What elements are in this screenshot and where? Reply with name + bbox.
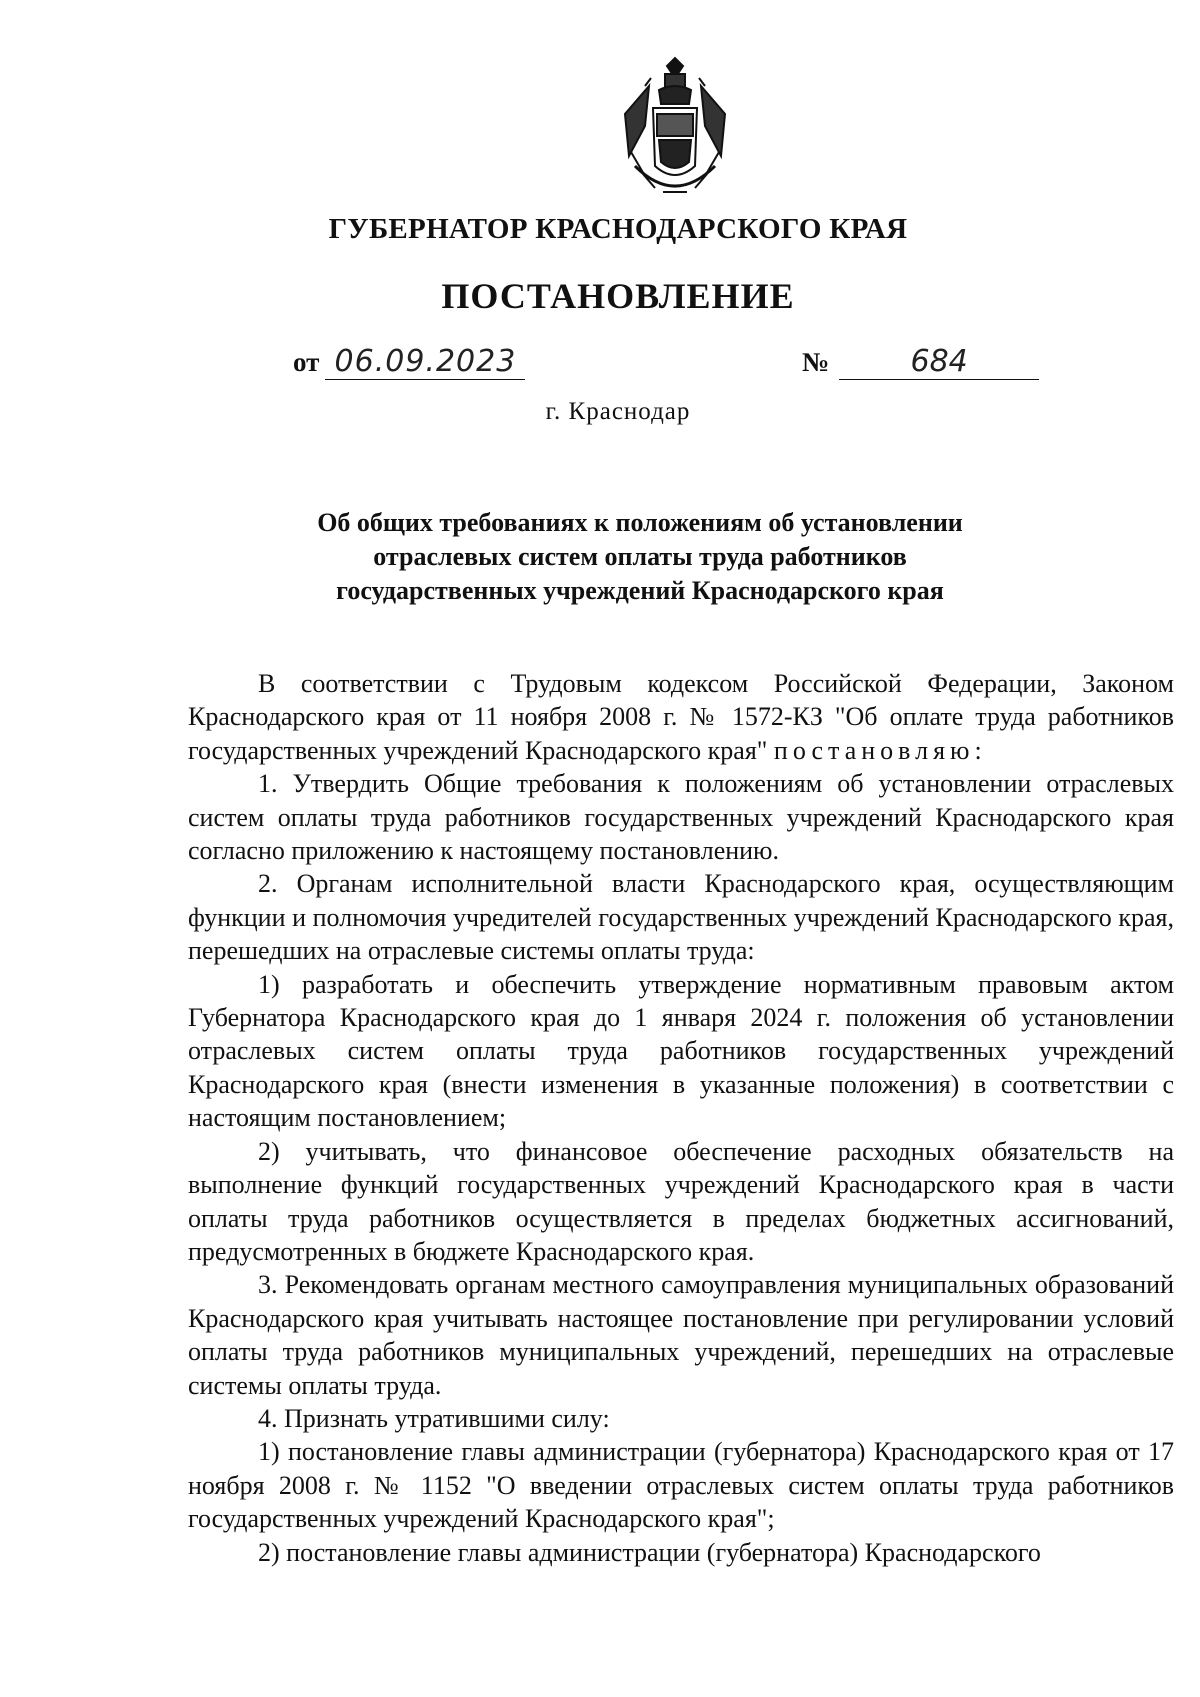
date-row: [293, 345, 525, 380]
number-prefix: №: [802, 347, 830, 377]
subject-line: Об общих требованиях к положениям об установлении: [317, 508, 963, 537]
subject-line: государственных учреждений Краснодарского края: [336, 576, 944, 605]
paragraph-2: 2. Органам исполнительной власти Краснодарского края, осуществляющим функции и полномочия учредителей государственных учреждений Краснодарского края, перешедших на отраслевые системы оплаты труда:: [188, 869, 1174, 966]
paragraph-2-1: 1) разработать и обеспечить утверждение нормативным правовым актом Губернатора Краснодарского края до 1 января 2024 г. положения об установлении отраслевых систем оплаты труда работников государственных учреждений Краснодарского края (внести изменения в указанные положения) в соответствии с настоящим постановлением;: [188, 969, 1174, 1133]
paragraph-2-2: 2) учитывать, что финансовое обеспечение расходных обязательств на выполнение функций государственных учреждений Краснодарского края в части оплаты труда работников осуществляется в пределах бюджетных ассигнований, предусмотренных в бюджете Краснодарского края.: [188, 1136, 1174, 1266]
paragraph-4-1: 1) постановление главы администрации (губернатора) Краснодарского края от 17 ноября 2008 г. № 1152 "О введении отраслевых систем оплаты труда работников государственных учреждений Краснодарского края";: [188, 1437, 1174, 1534]
preamble-text: В соответствии с Трудовым кодексом Российской Федерации, Законом Краснодарского края от 11 ноября 2008 г. № 1572-КЗ "Об оплате труда работников государственных учреждений Краснодарского края": [188, 669, 1174, 765]
document-subject: [260, 506, 1020, 608]
document-type: ПОСТАНОВЛЕНИЕ: [441, 276, 795, 316]
date-prefix: от: [293, 347, 320, 377]
number-value: 684: [839, 345, 1039, 380]
decree-word: постановляю:: [773, 735, 987, 765]
authority-title: ГУБЕРНАТОР КРАСНОДАРСКОГО КРАЯ: [328, 213, 908, 245]
preamble-paragraph: [188, 667, 1174, 767]
date-value: 06.09.2023: [325, 345, 525, 380]
paragraph-4-2: 2) постановление главы администрации (губернатора) Краснодарского: [258, 1537, 1041, 1567]
paragraph-1: 1. Утвердить Общие требования к положениям об установлении отраслевых систем оплаты труда работников государственных учреждений Краснодарского края согласно приложению к настоящему постановлению.: [188, 769, 1174, 866]
paragraph-4: 4. Признать утратившими силу:: [258, 1403, 610, 1433]
subject-line: отраслевых систем оплаты труда работников: [373, 542, 907, 571]
number-row: [802, 345, 1039, 380]
city-line: г. Краснодар: [545, 398, 691, 425]
document-body: [188, 667, 1174, 1569]
krasnodar-coat-of-arms-icon: [615, 56, 735, 206]
paragraph-3: 3. Рекомендовать органам местного самоуправления муниципальных образований Краснодарского края учитывать настоящее постановление при регулировании условий оплаты труда работников муниципальных учреждений, перешедших на отраслевые системы оплаты труда.: [188, 1270, 1174, 1400]
